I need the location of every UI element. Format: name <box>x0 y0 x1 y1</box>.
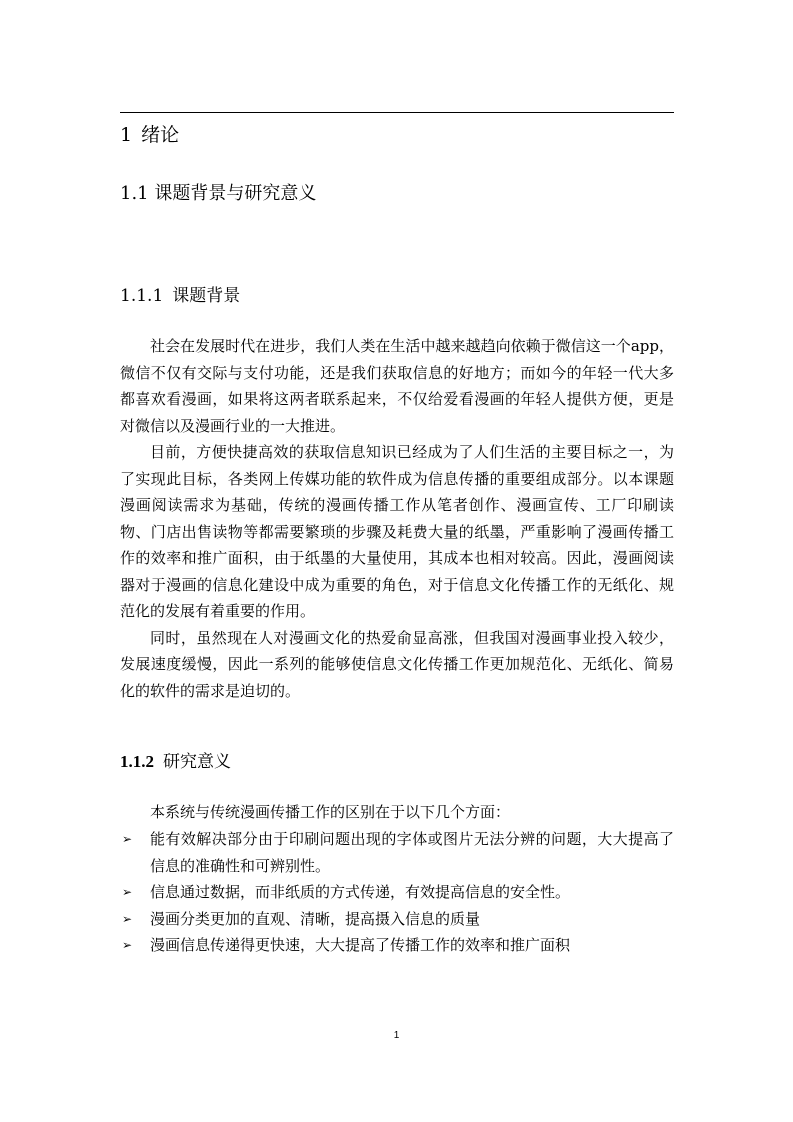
arrowhead-bullet-icon: ➢ <box>121 885 133 899</box>
significance-intro <box>120 799 674 826</box>
chapter-title: 绪论 <box>141 124 180 146</box>
arrowhead-bullet-icon: ➢ <box>121 832 133 846</box>
list-item-text: 漫画分类更加的直观、清晰，提高摄入信息的质量 <box>150 909 481 928</box>
subsection-title: 研究意义 <box>163 752 231 772</box>
subsection-number: 1.1.1 <box>120 286 164 306</box>
chapter-heading <box>120 121 179 149</box>
list-item <box>120 879 674 906</box>
list-item-text: 能有效解决部分由于印刷问题出现的字体或图片无法分辨的问题，大大提高了信息的准确性和可辨别性。 <box>150 830 674 875</box>
list-item-text: 漫画信息传递得更快速，大大提高了传播工作的效率和推广面积 <box>150 936 571 954</box>
subsection-heading-significance <box>120 748 231 776</box>
header-rule <box>120 112 674 113</box>
list-item <box>120 932 674 959</box>
list-item <box>120 906 674 933</box>
subsection-title: 课题背景 <box>172 286 241 306</box>
paragraph: 目前，方便快捷高效的获取信息知识已经成为了人们生活的主要目标之一，为了实现此目标，各类网上传媒功能的软件成为信息传播的重要组成部分。以本课题漫画阅读需求为基础，传统的漫画传播工作从笔者创作、漫画宣传、工厂印刷读物、门店出售读物等都需要繁琐的步骤及耗费大量的纸墨，严重影响了漫画传播工作的效率和推广面积，由于纸墨的大量使用，其成本也相对较高。因此，漫画阅读器对于漫画的信息化建设中成为重要的角色，对于信息文化传播工作的无纸化、规范化的发展有着重要的作用。 <box>120 443 674 620</box>
paragraph: 本系统与传统漫画传播工作的区别在于以下几个方面： <box>150 803 511 821</box>
chapter-number: 1 <box>120 124 133 146</box>
arrowhead-bullet-icon: ➢ <box>121 938 133 952</box>
significance-bullet-list <box>120 826 674 959</box>
subsection-heading-background <box>120 282 240 310</box>
section-heading: 1.1 课题背景与研究意义 <box>120 183 317 204</box>
paragraph: 同时，虽然现在人对漫画文化的热爱俞显高涨，但我国对漫画事业投入较少，发展速度缓慢，因此一系列的能够使信息文化传播工作更加规范化、无纸化、简易化的软件的需求是迫切的。 <box>120 628 674 700</box>
paragraph: 社会在发展时代在进步，我们人类在生活中越来越趋向依赖于微信这一个app，微信不仅有交际与支付功能，还是我们获取信息的好地方；而如今的年轻一代大多都喜欢看漫画，如果将这两者联系起来，不仅给爱看漫画的年轻人提供方便，更是对微信以及漫画行业的一大推进。 <box>120 337 674 435</box>
subsection-number: 1.1.2 <box>120 752 154 771</box>
page-number: 1 <box>393 1030 400 1041</box>
background-body <box>120 333 674 704</box>
arrowhead-bullet-icon: ➢ <box>121 911 133 926</box>
list-item <box>120 826 674 879</box>
list-item-text: 信息通过数据，而非纸质的方式传递，有效提高信息的安全性。 <box>150 883 571 901</box>
